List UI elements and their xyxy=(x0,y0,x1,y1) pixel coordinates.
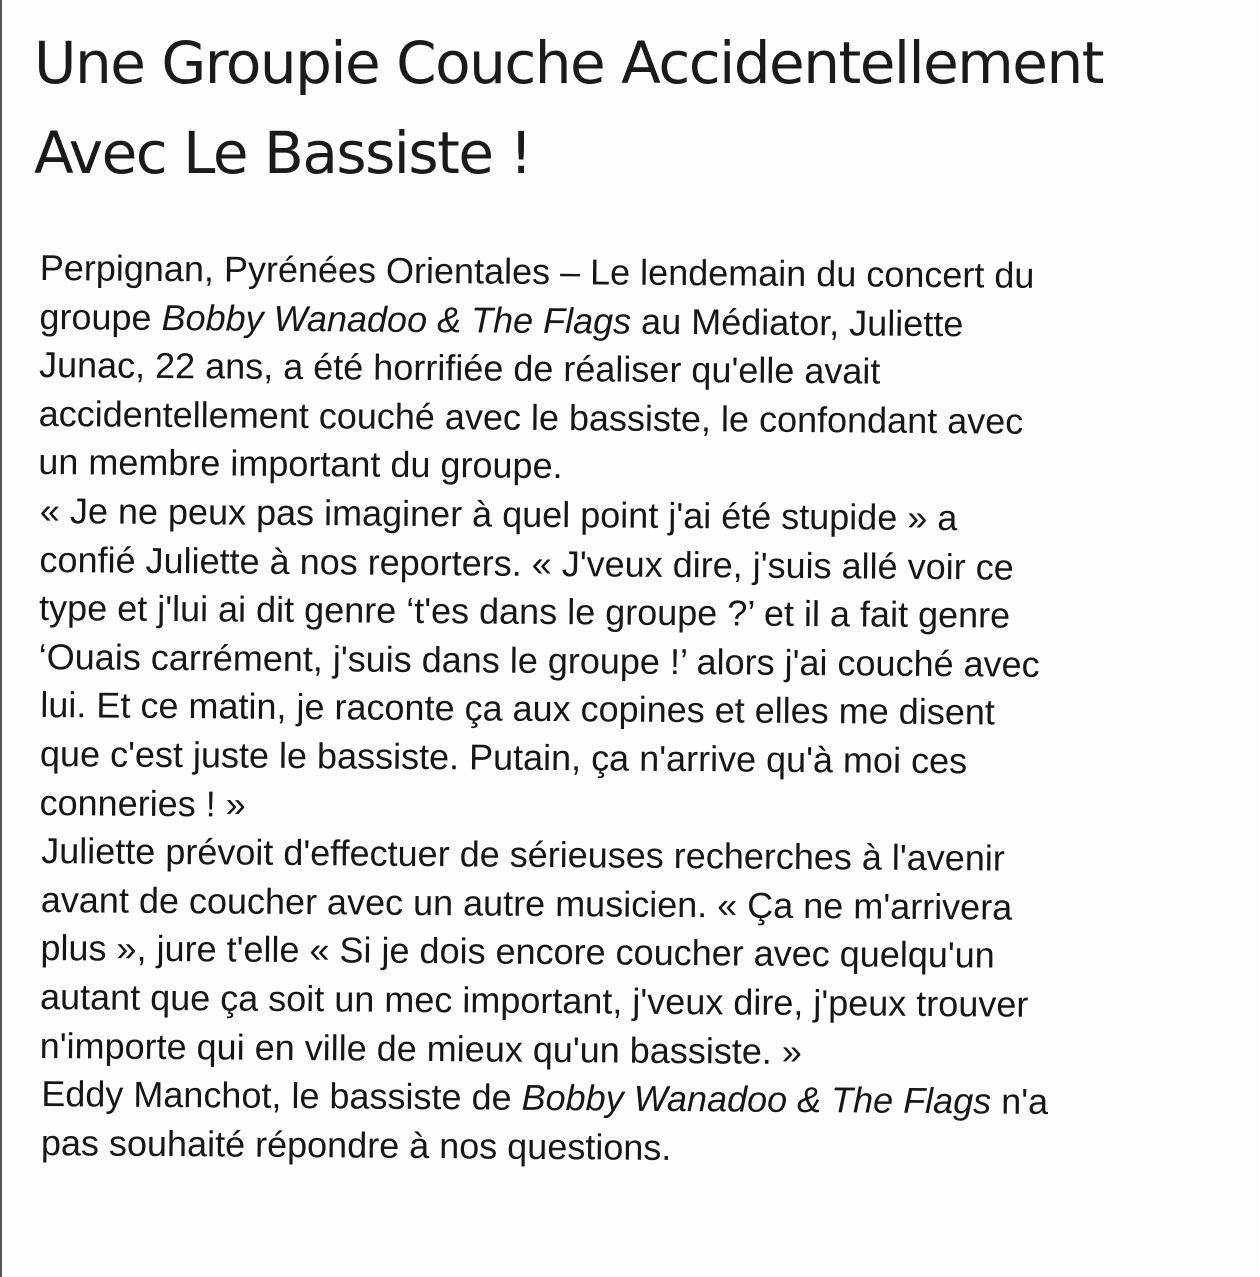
article-line: pas souhaité répondre à nos questions. xyxy=(40,1121,672,1168)
article-line: que c'est juste le bassiste. Putain, ça n'arrive qu'à moi ces xyxy=(39,732,968,782)
article-line: lui. Et ce matin, je raconte ça aux copines et elles me disent xyxy=(40,684,996,733)
title-line: Avec Le Bassiste ! xyxy=(34,119,532,187)
article-body xyxy=(33,244,1255,1177)
article-line: Perpignan, Pyrénées Orientales – Le lendemain du concert du xyxy=(39,246,1035,296)
article-line: plus », jure t'elle « Si je dois encore coucher avec quelqu'un xyxy=(40,927,995,976)
article-line: un membre important du groupe. xyxy=(38,441,563,487)
title-line: Une Groupie Couche Accidentellement xyxy=(34,29,1103,97)
article-line: avant de coucher avec un autre musicien. « Ça ne m'arrivera xyxy=(40,878,1013,928)
article-line: groupe Bobby Wanadoo & The Flags au Médiator, Juliette xyxy=(39,295,964,344)
band-name: Bobby Wanadoo & The Flags xyxy=(521,1076,992,1122)
article-line: « Je ne peux pas imaginer à quel point j'ai été stupide » a xyxy=(39,489,958,539)
article-line: confié Juliette à nos reporters. « J'veux dire, j'suis allé voir ce xyxy=(39,538,1014,588)
article-line: autant que ça soit un mec important, j'veux dire, j'peux trouver xyxy=(39,975,1029,1025)
article-line: conneries ! » xyxy=(39,781,246,825)
article-line: Juliette prévoit d'effectuer de sérieuses recherches à l'avenir xyxy=(41,830,1005,879)
article-line: Eddy Manchot, le bassiste de Bobby Wanadoo & The Flags n'a xyxy=(41,1073,1049,1123)
article-line: n'importe qui en ville de mieux qu'un bassiste. » xyxy=(39,1024,803,1072)
article-line: Junac, 22 ans, a été horrifiée de réaliser qu'elle avait xyxy=(38,344,881,392)
band-name: Bobby Wanadoo & The Flags xyxy=(161,296,632,342)
article-line: ‘Ouais carrément, j'suis dans le groupe !’ alors j'ai couché avec xyxy=(38,635,1040,685)
article-line: accidentellement couché avec le bassiste, le confondant avec xyxy=(38,392,1024,442)
article-line: type et j'lui ai dit genre ‘t'es dans le groupe ?’ et il a fait genre xyxy=(38,587,1011,636)
article-title xyxy=(34,18,1234,198)
